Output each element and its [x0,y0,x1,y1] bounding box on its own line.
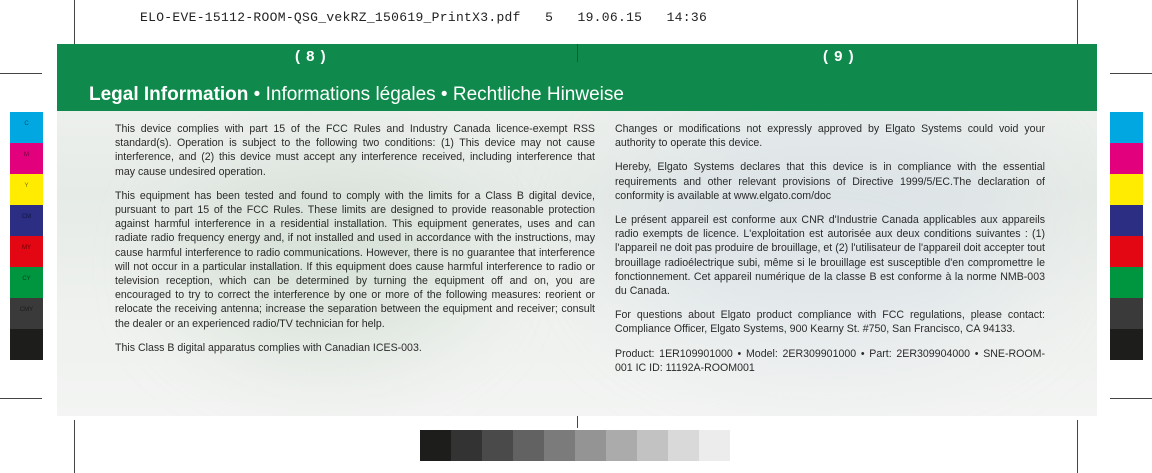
paragraph: Changes or modifications not expressly approved by Elgato Systems could void your authority to operate this device. [615,123,1045,150]
left-column [115,122,595,365]
color-swatch-label: C [24,121,29,127]
color-swatch [1110,267,1143,298]
grey-swatch [637,430,668,461]
crop-mark [1077,420,1078,473]
paragraph: This Class B digital apparatus complies with Canadian ICES-003. [115,341,422,354]
color-swatch [10,267,43,298]
crop-mark [1110,73,1152,74]
banner-title [89,84,624,106]
color-swatch-label: CMY [19,307,34,313]
paragraph: This device complies with part 15 of the FCC Rules and Industry Canada licence-exempt RSS standard(s). Operation is subject to the following two conditions: (1) This device may not cause interference, and (2) this device must accept any interference received, including interference that may cause undesired operation. [115,123,595,178]
crop-mark [1110,398,1152,399]
grey-swatch [420,430,451,461]
grey-swatch [513,430,544,461]
color-swatch [10,174,43,205]
color-swatch-label: Y [24,183,29,189]
fold-mark [577,44,578,62]
color-swatch [1110,112,1143,143]
grey-swatch [544,430,575,461]
color-swatch [10,298,43,329]
color-swatch [10,205,43,236]
grey-swatch [668,430,699,461]
page-number-right: ( 9 ) [823,48,855,65]
color-swatch [1110,143,1143,174]
paragraph: Hereby, Elgato Systems declares that this device is in compliance with the essential requirements and other relevant provisions of Directive 1999/5/EC.The declaration of conformity is available at www.elgato.com/doc [615,161,1045,202]
color-swatch-label: CY [22,276,31,282]
banner-title-rest: • Informations légales • Rechtliche Hinweise [248,84,624,105]
color-swatch [10,112,43,143]
page-number-left: ( 8 ) [295,48,327,65]
color-swatch-label: M [24,152,29,158]
color-bar-left [10,112,43,360]
legal-banner [57,44,1097,111]
color-swatch [1110,205,1143,236]
color-swatch [1110,298,1143,329]
grey-swatch [482,430,513,461]
grey-swatch [575,430,606,461]
grey-swatch [606,430,637,461]
crop-mark [0,398,42,399]
greyscale-bar [420,430,730,461]
print-slug: ELO-EVE-15112-ROOM-QSG_vekRZ_150619_PrintX3.pdf 5 19.06.15 14:36 [140,10,708,25]
color-swatch-label: MY [22,245,31,251]
color-swatch [10,143,43,174]
grey-swatch [451,430,482,461]
crop-mark [0,73,42,74]
paragraph: For questions about Elgato product compliance with FCC regulations, please contact: Compliance Officer, Elgato Systems, 900 Kearny St. #750, San Francisco, CA 94133. [615,309,1045,336]
color-swatch [1110,236,1143,267]
color-swatch [1110,329,1143,360]
color-swatch-label: CM [21,214,32,220]
right-column [615,122,1045,385]
paragraph: Le présent appareil est conforme aux CNR d'Industrie Canada applicables aux appareils radio exempts de licence. L'exploitation est autorisée aux deux conditions suivantes : (1) l'appareil ne doit pas produire de brouillage, et (2) l'utilisateur de l'appareil doit accepter tout brouillage radioélectrique subi, même si le brouillage est susceptible d'en compromettre le fonctionnement. Cet appareil numérique de la classe B est conforme à la norme NMB-003 du Canada. [615,214,1045,298]
color-bar-right [1110,112,1143,360]
color-swatch [10,329,43,360]
color-swatch [10,236,43,267]
crop-mark [74,420,75,473]
document-spread [57,44,1097,416]
color-swatch [1110,174,1143,205]
paragraph: This equipment has been tested and found to comply with the limits for a Class B digital device, pursuant to part 15 of the FCC Rules. These limits are designed to provide reasonable protection against harmful interference in a residential installation. This equipment generates, uses and can radiate radio frequency energy and, if not installed and used in accordance with the instructions, may cause harmful interference to radio communications. However, there is no guarantee that interference will not occur in a particular installation. If this equipment does cause harmful interference to radio or television reception, which can be determined by turning the equipment off and on, you are encouraged to try to correct the interference by one or more of the following measures: reorient or relocate the receiving antenna; increase the separation between the equipment and receiver; consult the dealer or an experienced radio/TV technician for help. [115,189,595,330]
paragraph: Product: 1ER109901000 • Model: 2ER309901000 • Part: 2ER309904000 • SNE-ROOM-001 IC ID: 11192A-ROOM001 [615,347,1045,374]
grey-swatch [699,430,730,461]
banner-title-bold: Legal Information [89,84,249,105]
